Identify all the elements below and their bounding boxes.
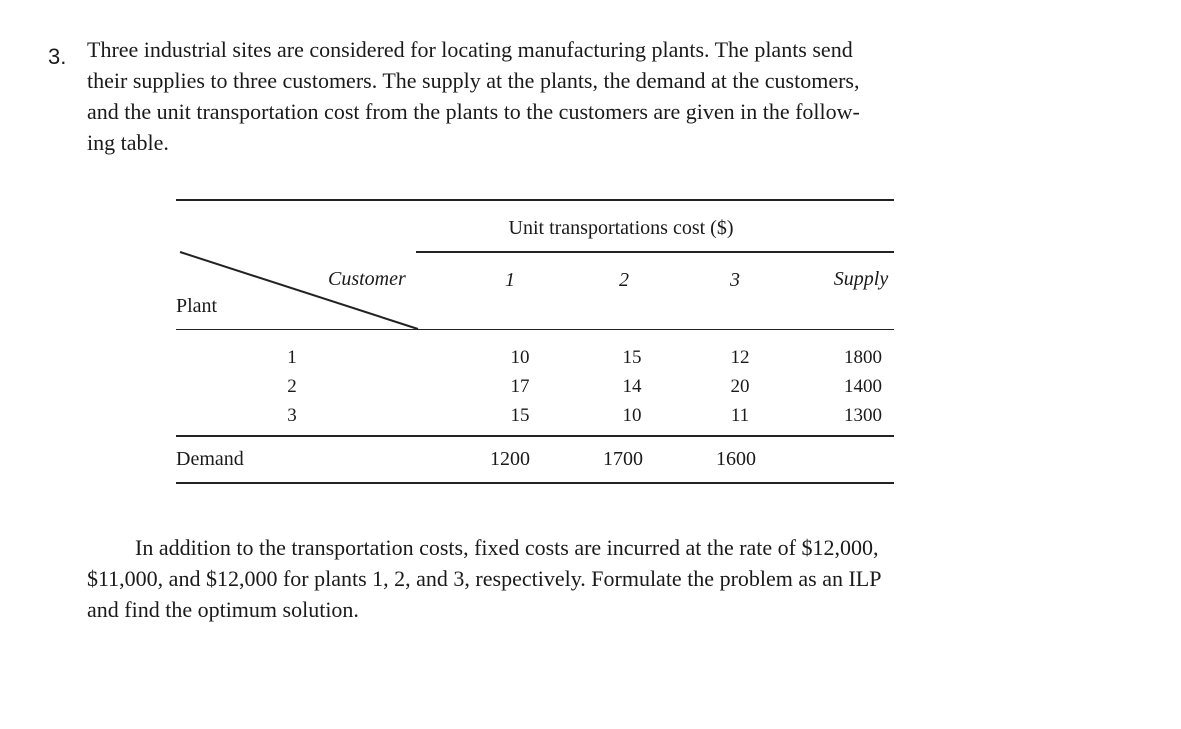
customer-header-2: 2 [619, 269, 629, 291]
demand-cell-2: 1700 [603, 448, 643, 470]
cost-cell: 20 [730, 376, 750, 397]
supply-cell: 1400 [844, 376, 882, 397]
plant-index: 3 [287, 405, 297, 426]
intro-line: Three industrial sites are considered for locating manufacturing plants. The plants send [87, 37, 853, 62]
supply-column [820, 343, 906, 430]
problem-closing [87, 532, 881, 625]
supply-cell: 1300 [844, 405, 882, 426]
supply-cell: 1800 [844, 347, 882, 368]
intro-line: ing table. [87, 130, 169, 155]
question-number: 3. [48, 44, 67, 69]
cost-cell: 10 [622, 405, 642, 426]
cost-cell: 11 [730, 405, 750, 426]
intro-line: their supplies to three customers. The supply at the plants, the demand at the customers, [87, 68, 860, 93]
cost-cell: 15 [510, 405, 530, 426]
demand-cell-3: 1600 [716, 448, 756, 470]
plant-index: 2 [287, 376, 297, 397]
cost-column-customer-2 [597, 343, 667, 430]
plant-index: 1 [287, 347, 297, 368]
closing-line: In addition to the transportation costs, fixed costs are incurred at the rate of $12,000, [135, 535, 879, 560]
cost-column-customer-1 [485, 343, 555, 430]
intro-line: and the unit transportation cost from the plants to the customers are given in the follow- [87, 99, 860, 124]
cost-header-title: Unit transportations cost ($) [508, 217, 734, 239]
customer-header-1: 1 [505, 269, 515, 291]
supply-header: Supply [833, 268, 889, 290]
demand-label: Demand [176, 448, 244, 470]
customer-corner-label: Customer [328, 268, 406, 290]
cost-cell: 15 [622, 347, 642, 368]
cost-cell: 17 [510, 376, 530, 397]
cost-cell: 12 [730, 347, 750, 368]
cost-cell: 14 [622, 376, 642, 397]
closing-line: $11,000, and $12,000 for plants 1, 2, and 3, respectively. Formulate the problem as an ILP [87, 566, 882, 591]
closing-line: and find the optimum solution. [87, 597, 359, 622]
cost-column-customer-3 [705, 343, 775, 430]
cost-cell: 10 [510, 347, 530, 368]
plant-corner-label: Plant [176, 295, 218, 317]
demand-cell-1: 1200 [490, 448, 530, 470]
plant-index-column [272, 343, 312, 430]
customer-header-3: 3 [730, 269, 740, 291]
